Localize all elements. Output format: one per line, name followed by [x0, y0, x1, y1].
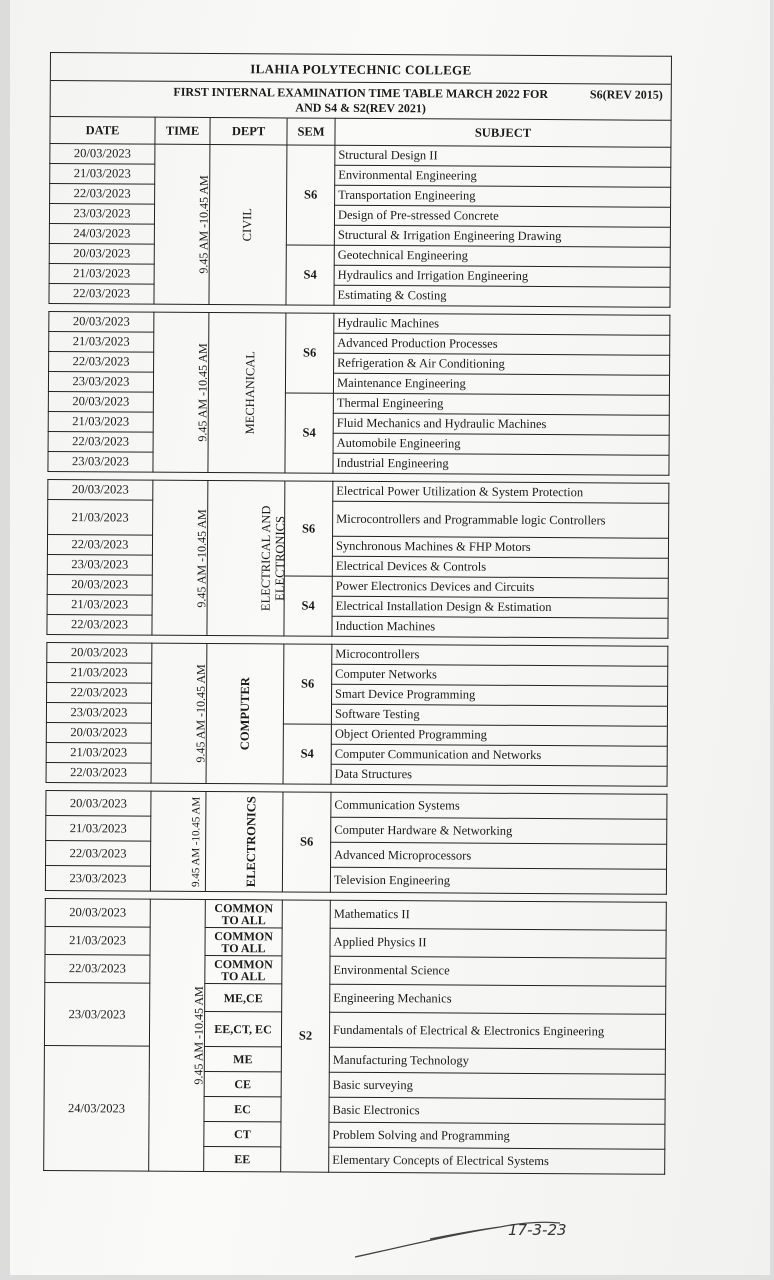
- subject: Applied Physics II: [330, 928, 666, 958]
- civil-table: [48, 116, 671, 308]
- dept-cell: ME,CE: [205, 983, 282, 1011]
- subject: Fundamentals of Electrical & Electronics Engineering: [329, 1012, 665, 1049]
- exam-date: 22/03/2023: [47, 534, 152, 555]
- exam-date: 20/03/2023: [45, 898, 150, 927]
- dept-cell-computer: [206, 643, 284, 783]
- table-row: [45, 926, 666, 958]
- exam-date: 22/03/2023: [49, 351, 154, 372]
- dept-cell: EE,CT, EC: [204, 1011, 281, 1046]
- time-label: 9.45 AM -10.45 AM: [193, 664, 208, 763]
- dept-cell-civil: [209, 144, 287, 304]
- subject: Advanced Production Processes: [334, 333, 670, 355]
- dept-cell: COMMON TO ALL: [205, 927, 282, 955]
- header-dept: DEPT: [210, 117, 287, 144]
- exam-date: 24/03/2023: [44, 1045, 150, 1171]
- subject: Microcontrollers and Programmable logic Controllers: [333, 501, 669, 538]
- subject: Hydraulics and Irrigation Engineering: [334, 265, 670, 287]
- subject: Manufacturing Technology: [329, 1047, 665, 1074]
- dept-cell-electronics: [205, 791, 283, 891]
- subject: Elementary Concepts of Electrical Systems: [329, 1147, 665, 1174]
- mechanical-table: [47, 311, 670, 476]
- subject: Automobile Engineering: [333, 433, 669, 455]
- subject: Design of Pre-stressed Concrete: [334, 205, 670, 227]
- exam-date: 21/03/2023: [46, 815, 151, 841]
- exam-date: 20/03/2023: [49, 311, 154, 332]
- sem-cell: S4: [286, 245, 334, 305]
- subject: Advanced Microprocessors: [331, 842, 667, 869]
- table-row: [45, 898, 666, 930]
- dept-label: ELECTRONICS: [243, 796, 259, 888]
- subject: Refrigeration & Air Conditioning: [334, 353, 670, 375]
- subject: Smart Device Programming: [332, 684, 668, 706]
- exam-date: 20/03/2023: [47, 574, 152, 595]
- title-line-1: FIRST INTERNAL EXAMINATION TIME TABLE MARCH 2022 FOR: [173, 84, 549, 102]
- exam-date: 20/03/2023: [48, 391, 153, 412]
- column-headers: [50, 117, 671, 148]
- electronics-table: [45, 790, 668, 895]
- subject: Power Electronics Devices and Circuits: [332, 576, 668, 598]
- subject: Transportation Engineering: [335, 185, 671, 207]
- subject: Basic Electronics: [329, 1097, 665, 1124]
- exam-date: 21/03/2023: [47, 594, 152, 615]
- sem-cell: S6: [284, 481, 333, 576]
- dept-cell-electrical: [207, 480, 288, 635]
- exam-date: 21/03/2023: [49, 331, 154, 352]
- subject: Estimating & Costing: [334, 285, 670, 307]
- subject: Problem Solving and Programming: [329, 1122, 665, 1149]
- table-row: [46, 815, 667, 844]
- table-row: [46, 790, 667, 819]
- time-cell: [150, 791, 206, 891]
- exam-date: 21/03/2023: [47, 662, 152, 683]
- sem-cell: S2: [281, 900, 331, 1172]
- exam-date: 21/03/2023: [50, 164, 155, 185]
- exam-date: 23/03/2023: [46, 702, 151, 723]
- exam-date: 24/03/2023: [49, 223, 154, 244]
- dept-cell: CT: [204, 1121, 281, 1146]
- subject: Environmental Science: [330, 956, 666, 986]
- time-label: 9.45 AM -10.45 AM: [195, 343, 210, 442]
- exam-date: 21/03/2023: [48, 499, 153, 535]
- time-cell: [153, 312, 209, 472]
- sem-cell: S6: [282, 792, 331, 892]
- time-label: 9.45 AM -10.45 AM: [194, 508, 209, 608]
- dept-cell: EC: [204, 1096, 281, 1121]
- subject: Industrial Engineering: [333, 453, 669, 475]
- subject: Geotechnical Engineering: [334, 245, 670, 267]
- dept-cell: COMMON TO ALL: [205, 899, 282, 927]
- header-date: DATE: [50, 117, 155, 145]
- exam-date: 21/03/2023: [48, 411, 153, 432]
- title-revision: S6(REV 2015): [589, 87, 663, 102]
- subject: Software Testing: [331, 704, 667, 726]
- header-time: TIME: [155, 117, 210, 144]
- subject: Mathematics II: [330, 900, 666, 930]
- exam-title: [51, 81, 671, 120]
- exam-date: 23/03/2023: [49, 204, 154, 225]
- exam-date: 22/03/2023: [47, 682, 152, 703]
- exam-date: 22/03/2023: [49, 283, 154, 304]
- s2-table: [43, 898, 667, 1175]
- exam-date: 22/03/2023: [47, 614, 152, 635]
- time-cell: [151, 643, 207, 783]
- table-row: [46, 840, 667, 869]
- subject: Television Engineering: [330, 867, 666, 894]
- exam-date: 21/03/2023: [46, 742, 151, 763]
- exam-date: 23/03/2023: [48, 371, 153, 392]
- exam-date: 22/03/2023: [46, 840, 151, 866]
- exam-date: 20/03/2023: [49, 243, 154, 264]
- subject: Structural & Irrigation Engineering Drawing: [334, 225, 670, 247]
- subject: Synchronous Machines & FHP Motors: [332, 536, 668, 558]
- subject: Maintenance Engineering: [333, 373, 669, 395]
- subject: Engineering Mechanics: [330, 984, 666, 1014]
- table-row: [45, 865, 666, 894]
- dept-cell: CE: [204, 1071, 281, 1096]
- header-subject: SUBJECT: [335, 118, 671, 147]
- table-row: [44, 1045, 665, 1074]
- subject: Electrical Installation Design & Estimation: [332, 596, 668, 618]
- sem-cell: S4: [285, 393, 333, 473]
- dept-cell: ME: [204, 1046, 281, 1071]
- subject: Object Oriented Programming: [331, 724, 667, 746]
- time-label: 9.45 AM -10.45 AM: [189, 796, 203, 888]
- exam-date: 23/03/2023: [45, 865, 150, 891]
- dept-cell-mechanical: [208, 312, 286, 472]
- subject: Data Structures: [331, 764, 667, 786]
- exam-date: 23/03/2023: [47, 554, 152, 575]
- dept-label: CIVIL: [240, 208, 255, 242]
- exam-date: 22/03/2023: [46, 762, 151, 783]
- exam-date: 20/03/2023: [48, 479, 153, 500]
- exam-date: 22/03/2023: [45, 954, 150, 983]
- signature-date: 17-3-23: [508, 1221, 567, 1239]
- exam-date: 20/03/2023: [46, 722, 151, 743]
- subject: Induction Machines: [332, 616, 668, 638]
- table-row: [45, 982, 666, 1014]
- subject: Computer Hardware & Networking: [331, 817, 667, 844]
- dept-label: COMPUTER: [237, 677, 252, 751]
- time-cell: [154, 144, 210, 304]
- sem-cell: S6: [286, 145, 335, 245]
- subject: Electrical Power Utilization & System Protection: [333, 481, 669, 503]
- exam-date: 23/03/2023: [44, 982, 149, 1046]
- subject: Hydraulic Machines: [334, 313, 670, 335]
- dept-cell: COMMON TO ALL: [205, 955, 282, 983]
- exam-date: 22/03/2023: [50, 184, 155, 205]
- college-name: ILAHIA POLYTECHNIC COLLEGE: [51, 53, 671, 85]
- subject: Fluid Mechanics and Hydraulic Machines: [333, 413, 669, 435]
- subject: Structural Design II: [335, 145, 671, 167]
- subject: Computer Networks: [332, 664, 668, 686]
- header-sem: SEM: [287, 118, 335, 145]
- table-row: [45, 954, 666, 986]
- dept-label: MECHANICAL: [242, 351, 258, 435]
- subject: Communication Systems: [331, 792, 667, 819]
- header: [50, 52, 672, 120]
- signature: [350, 1205, 630, 1265]
- exam-date: 23/03/2023: [48, 451, 153, 472]
- time-label: 9.45 AM -10.45 AM: [196, 175, 211, 274]
- exam-date: 20/03/2023: [46, 790, 151, 816]
- time-cell: [152, 480, 208, 635]
- computer-table: [46, 642, 669, 787]
- exam-date: 20/03/2023: [47, 642, 152, 663]
- timetable-document: [43, 52, 672, 1175]
- time-cell: [149, 899, 206, 1171]
- sem-cell: S6: [283, 644, 331, 724]
- exam-date: 21/03/2023: [45, 926, 150, 955]
- subject: Environmental Engineering: [335, 165, 671, 187]
- sem-cell: S6: [285, 313, 333, 393]
- subject: Microcontrollers: [332, 644, 668, 666]
- exam-date: 21/03/2023: [49, 263, 154, 284]
- subject: Computer Communication and Networks: [331, 744, 667, 766]
- subject: Basic surveying: [329, 1072, 665, 1099]
- subject: Electrical Devices & Controls: [332, 556, 668, 578]
- subject: Thermal Engineering: [333, 393, 669, 415]
- dept-cell: EE: [204, 1146, 281, 1171]
- title-line-2: AND S4 & S2(REV 2021): [295, 100, 426, 116]
- time-label: 9.45 AM -10.45 AM: [191, 986, 206, 1085]
- sem-cell: S4: [284, 576, 332, 636]
- sem-cell: S4: [283, 724, 331, 784]
- table-row: [48, 499, 669, 538]
- electrical-table: [46, 479, 669, 639]
- exam-date: 20/03/2023: [50, 144, 155, 165]
- dept-label: ELECTRICAL AND ELECTRONICS: [258, 505, 288, 611]
- exam-date: 22/03/2023: [48, 431, 153, 452]
